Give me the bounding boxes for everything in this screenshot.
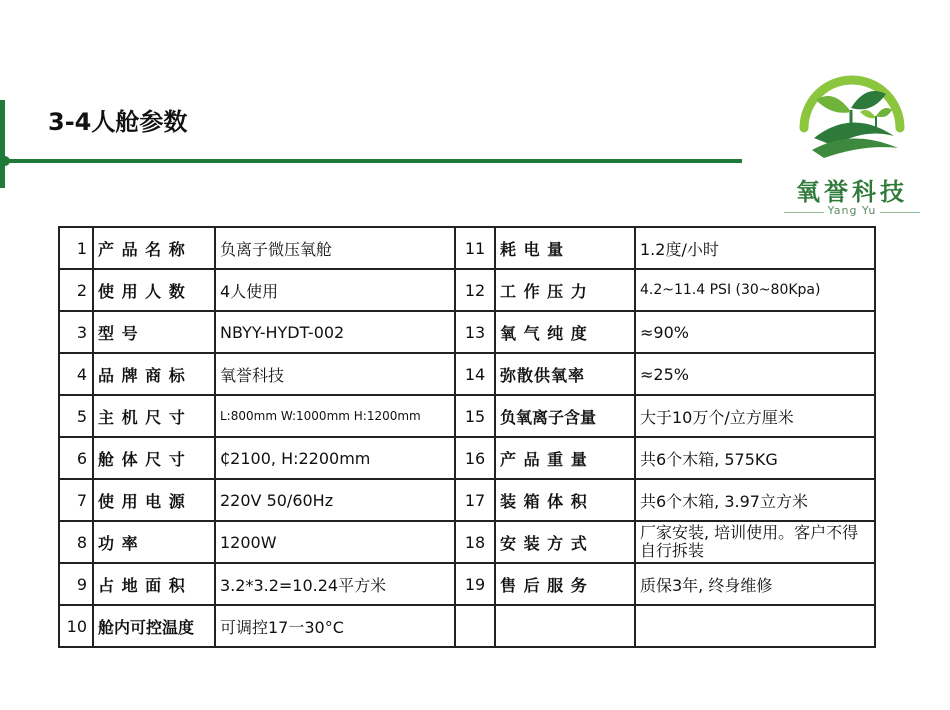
spec-label: 工 作 压 力 — [495, 269, 635, 311]
table-row — [59, 395, 875, 437]
spec-value: 可调控17一30°C — [215, 605, 455, 647]
spec-value: 氧誉科技 — [215, 353, 455, 395]
spec-label: 品 牌 商 标 — [93, 353, 215, 395]
spec-label: 功 率 — [93, 521, 215, 563]
spec-value: ≈25% — [635, 353, 875, 395]
spec-value: 1200W — [215, 521, 455, 563]
spec-label: 安 装 方 式 — [495, 521, 635, 563]
spec-label: 型 号 — [93, 311, 215, 353]
spec-value: 质保3年, 终身维修 — [635, 563, 875, 605]
row-number: 17 — [455, 479, 495, 521]
row-number: 15 — [455, 395, 495, 437]
table-row — [59, 563, 875, 605]
spec-value: ≈90% — [635, 311, 875, 353]
spec-label: 主 机 尺 寸 — [93, 395, 215, 437]
brand-line-right — [880, 212, 920, 213]
row-number: 6 — [59, 437, 93, 479]
sprout-logo-icon — [794, 58, 910, 168]
row-number: 18 — [455, 521, 495, 563]
row-number: 1 — [59, 227, 93, 269]
brand-name-chinese: 氧誉科技 — [796, 177, 908, 206]
row-number: 12 — [455, 269, 495, 311]
spec-label: 使 用 人 数 — [93, 269, 215, 311]
spec-label: 舱内可控温度 — [93, 605, 215, 647]
page-title: 3-4人舱参数 — [48, 108, 188, 136]
brand-name-english: Yang Yu — [827, 204, 877, 217]
spec-value: 厂家安装, 培训使用。客户不得自行拆装 — [635, 521, 875, 563]
spec-label: 占 地 面 积 — [93, 563, 215, 605]
title-divider — [0, 159, 742, 163]
spec-label: 舱 体 尺 寸 — [93, 437, 215, 479]
row-number: 14 — [455, 353, 495, 395]
row-number: 8 — [59, 521, 93, 563]
spec-label: 氧 气 纯 度 — [495, 311, 635, 353]
spec-value: 大于10万个/立方厘米 — [635, 395, 875, 437]
spec-value — [635, 605, 875, 647]
row-number: 13 — [455, 311, 495, 353]
spec-value: 共6个木箱, 3.97立方米 — [635, 479, 875, 521]
row-number: 19 — [455, 563, 495, 605]
row-number: 16 — [455, 437, 495, 479]
table-row — [59, 479, 875, 521]
spec-label: 售 后 服 务 — [495, 563, 635, 605]
spec-value: ₵2100, H:2200mm — [215, 437, 455, 479]
spec-value: 4.2~11.4 PSI (30~80Kpa) — [635, 269, 875, 311]
table-row — [59, 269, 875, 311]
row-number: 5 — [59, 395, 93, 437]
spec-table — [58, 226, 876, 648]
table-row — [59, 521, 875, 563]
spec-label: 弥散供氧率 — [495, 353, 635, 395]
divider-dot — [0, 156, 10, 166]
table-row — [59, 605, 875, 647]
row-number: 11 — [455, 227, 495, 269]
row-number: 7 — [59, 479, 93, 521]
row-number: 10 — [59, 605, 93, 647]
spec-label: 耗 电 量 — [495, 227, 635, 269]
row-number: 3 — [59, 311, 93, 353]
spec-value: 1.2度/小时 — [635, 227, 875, 269]
spec-value: NBYY-HYDT-002 — [215, 311, 455, 353]
spec-label: 使 用 电 源 — [93, 479, 215, 521]
brand-logo — [782, 58, 922, 226]
spec-value: 负离子微压氧舱 — [215, 227, 455, 269]
table-row — [59, 437, 875, 479]
table-row — [59, 227, 875, 269]
row-number: 2 — [59, 269, 93, 311]
spec-value: 4人使用 — [215, 269, 455, 311]
spec-label: 产 品 名 称 — [93, 227, 215, 269]
left-accent-bar — [0, 100, 5, 188]
table-row — [59, 353, 875, 395]
row-number: 4 — [59, 353, 93, 395]
spec-label: 产 品 重 量 — [495, 437, 635, 479]
spec-label — [495, 605, 635, 647]
row-number: 9 — [59, 563, 93, 605]
row-number — [455, 605, 495, 647]
spec-value: 共6个木箱, 575KG — [635, 437, 875, 479]
table-row — [59, 311, 875, 353]
spec-value: L:800mm W:1000mm H:1200mm — [215, 395, 455, 437]
spec-value: 220V 50/60Hz — [215, 479, 455, 521]
brand-name-english-row — [782, 204, 922, 220]
spec-label: 负氧离子含量 — [495, 395, 635, 437]
spec-label: 装 箱 体 积 — [495, 479, 635, 521]
spec-value: 3.2*3.2=10.24平方米 — [215, 563, 455, 605]
